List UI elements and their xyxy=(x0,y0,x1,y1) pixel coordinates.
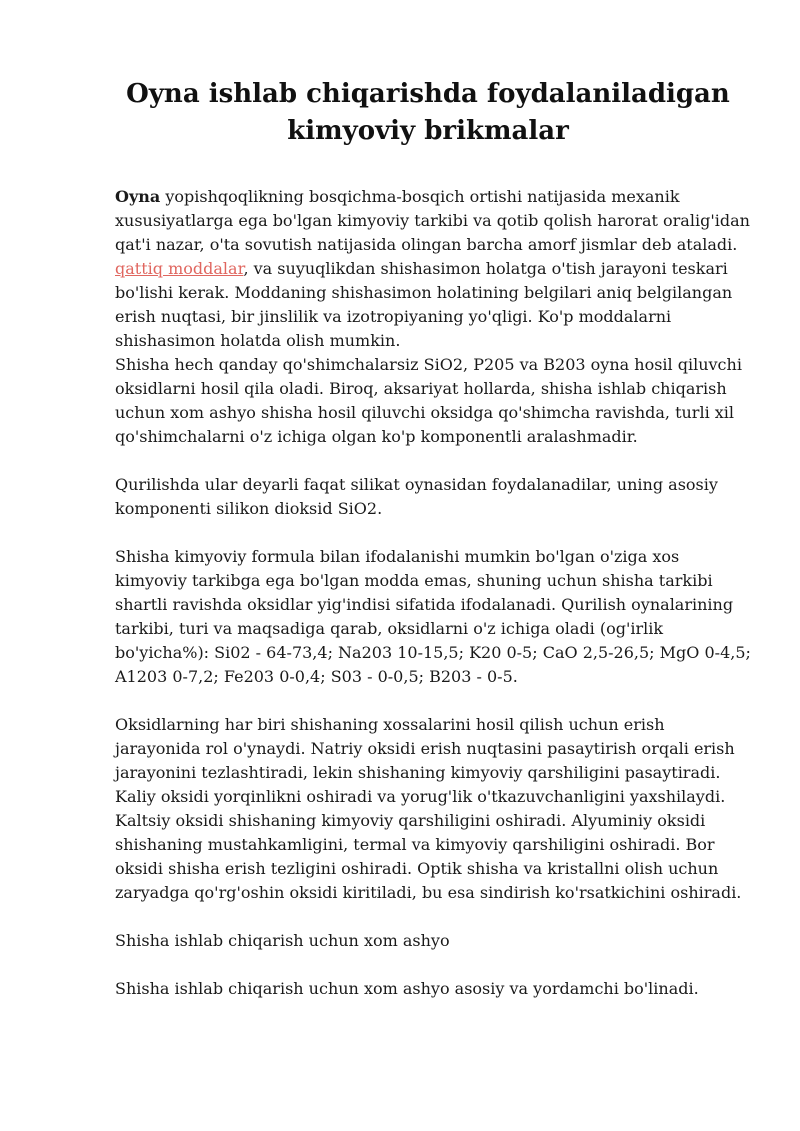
document-body xyxy=(115,185,755,1025)
paragraph-definition xyxy=(115,185,755,353)
solid-substances-link[interactable]: qattiq moddalar xyxy=(115,259,244,278)
page-title: Oyna ishlab chiqarishda foydalaniladigan kimyoviy brikmalar xyxy=(126,79,730,146)
paragraph-text: , va suyuqlikdan shishasimon holatga o'tish jarayoni teskari bo'lishi kerak. Moddaning shishasimon holatining belgilari aniq belgilangan erish nuqtasi, bir jinslilik va izotropiyaning yo'qligi. Ko'p moddalarni shishasimon holatda olish mumkin. xyxy=(115,259,733,350)
paragraph-oxide-roles: Oksidlarning har biri shishaning xossalarini hosil qilish uchun erish jarayonida rol o'ynaydi. Natriy oksidi erish nuqtasini pasaytirish orqali erish jarayonini tezlashtiradi, lekin shishaning kimyoviy qarshiligini pasaytiradi. Kaliy oksidi yorqinlikni oshiradi va yorug'lik o'tkazuvchanligini yaxshilaydi. Kaltsiy oksidi shishaning kimyoviy qarshiligini oshiradi. Alyuminiy oksidi shishaning mustahkamligini, termal va kimyoviy qarshiligini oshiradi. Bor oksidi shisha erish tezligini oshiradi. Optik shisha va kristallni olish uchun zaryadga qo'rg'oshin oksidi kiritiladi, bu esa sindirish ko'rsatkichini oshiradi. xyxy=(115,715,742,902)
section-heading-raw-materials: Shisha ishlab chiqarish uchun xom ashyo xyxy=(115,931,450,950)
paragraph-text: yopishqoqlikning bosqichma-bosqich ortishi natijasida mexanik xususiyatlarga ega bo'lgan kimyoviy tarkibi va qotib qolish harorat oralig'idan qat'i nazar, o'ta sovutish natijasida olingan barcha amorf jismlar deb ataladi. xyxy=(115,187,750,254)
paragraph-construction: Qurilishda ular deyarli faqat silikat oynasidan foydalanadilar, uning asosiy komponenti silikon dioksid SiO2. xyxy=(115,475,718,518)
paragraph-raw-materials: Shisha ishlab chiqarish uchun xom ashyo asosiy va yordamchi bo'linadi. xyxy=(115,979,699,998)
lead-term: Oyna xyxy=(115,187,161,206)
paragraph-composition: Shisha kimyoviy formula bilan ifodalanishi mumkin bo'lgan o'ziga xos kimyoviy tarkibga ega bo'lgan modda emas, shuning uchun shisha tarkibi shartli ravishda oksidlar yig'indisi sifatida ifodalanadi. Qurilish oynalarining tarkibi, turi va maqsadiga qarab, oksidlarni o'z ichiga oladi (og'irlik bo'yicha%): Si02 - 64-73,4; Na203 10-15,5; K20 0-5; CaO 2,5-26,5; MgO 0-4,5; A1203 0-7,2; Fe203 0-0,4; S03 - 0-0,5; B203 - 0-5. xyxy=(115,547,751,686)
paragraph-glass-oxides: Shisha hech qanday qo'shimchalarsiz SiO2, P205 va B203 oyna hosil qiluvchi oksidlarni hosil qila oladi. Biroq, aksariyat hollarda, shisha ishlab chiqarish uchun xom ashyo shisha hosil qiluvchi oksidga qo'shimcha ravishda, turli xil qo'shimchalarni o'z ichiga olgan ko'p komponentli aralashmadir. xyxy=(115,355,742,446)
